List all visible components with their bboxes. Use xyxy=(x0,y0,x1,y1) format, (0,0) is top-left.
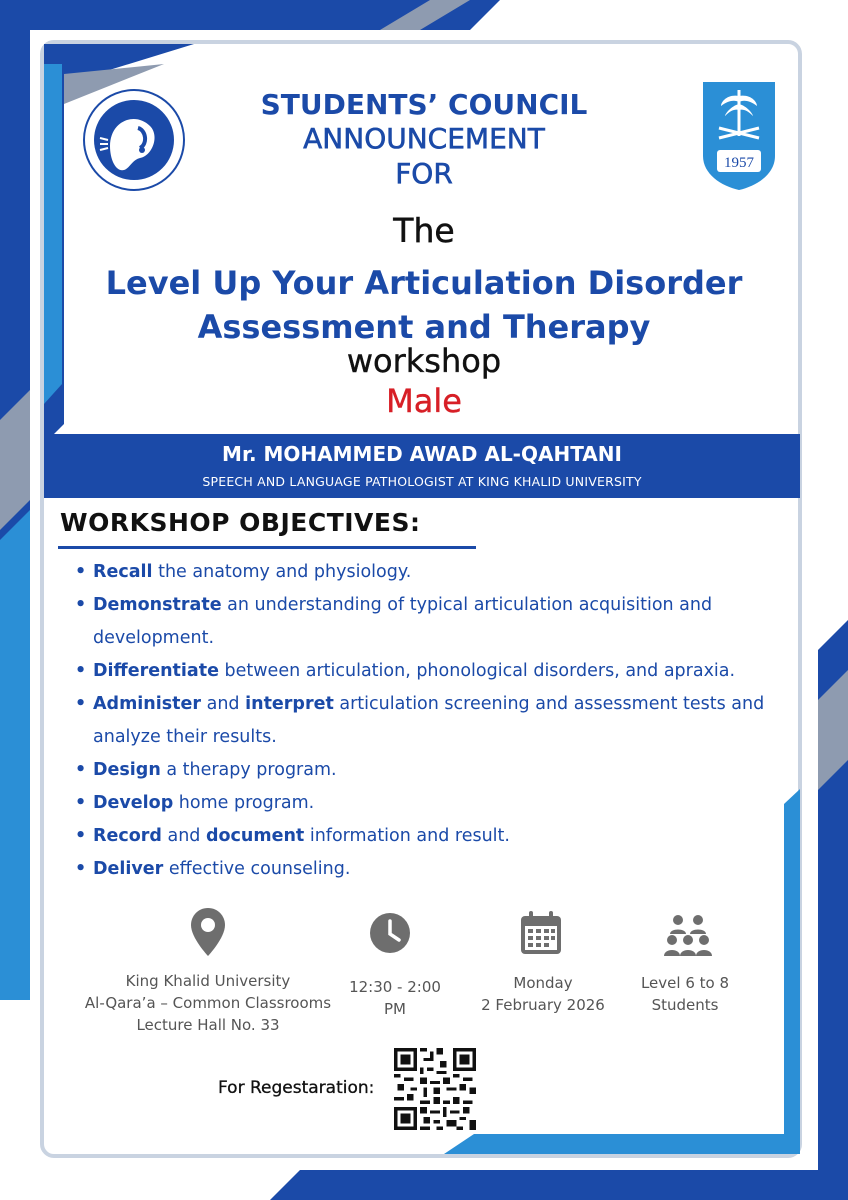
location-pin-icon xyxy=(188,906,228,958)
time-line-2: PM xyxy=(384,1000,406,1018)
speaker-role: SPEECH AND LANGUAGE PATHOLOGIST AT KING KHALID UNIVERSITY xyxy=(202,474,642,489)
location-line-3: Lecture Hall No. 33 xyxy=(136,1016,280,1034)
objective-item: • Demonstrate an understanding of typical articulation acquisition and development. xyxy=(75,589,795,655)
objective-item: • Develop home program. xyxy=(75,787,795,820)
group-icon xyxy=(664,914,712,958)
audience-line-2: Students xyxy=(651,996,719,1014)
audience-line-1: Level 6 to 8 xyxy=(640,974,730,992)
date-info xyxy=(468,972,618,1016)
workshop-title-line-2: Assessment and Therapy xyxy=(197,308,651,346)
location-line-2: Al-Qara’a – Common Classrooms xyxy=(84,994,332,1012)
location-info xyxy=(78,970,338,1036)
objectives-heading: WORKSHOP OBJECTIVES: xyxy=(60,508,421,537)
header-line-2: ANNOUNCEMENT xyxy=(303,122,545,155)
header-line-3: FOR xyxy=(395,157,453,190)
time-line-1: 12:30 - 2:00 xyxy=(349,978,441,996)
time-info xyxy=(335,976,455,1020)
objective-item: • Differentiate between articulation, phonological disorders, and apraxia. xyxy=(75,655,795,688)
objective-item: • Recall the anatomy and physiology. xyxy=(75,556,795,589)
workshop-label: workshop xyxy=(346,342,502,380)
the-label: The xyxy=(393,211,455,250)
registration-label: For Regestaration: xyxy=(218,1078,375,1098)
clock-icon xyxy=(369,912,411,954)
objectives-underline xyxy=(58,546,476,549)
objectives-list xyxy=(75,556,795,886)
location-line-1: King Khalid University xyxy=(125,972,291,990)
audience-gender: Male xyxy=(386,382,462,420)
speaker-name: Mr. MOHAMMED AWAD AL-QAHTANI xyxy=(222,442,622,466)
workshop-title-line-1: Level Up Your Articulation Disorder xyxy=(105,264,743,302)
objective-item: • Deliver effective counseling. xyxy=(75,853,795,886)
qr-code-icon[interactable] xyxy=(394,1048,476,1130)
date-line-1: Monday xyxy=(513,974,573,992)
objective-item: • Administer and interpret articulation screening and assessment tests and analyze their results. xyxy=(75,688,795,754)
calendar-icon xyxy=(519,910,563,956)
logo-year: 1957 xyxy=(724,155,754,171)
header-line-1: STUDENTS’ COUNCIL xyxy=(260,88,588,121)
objective-item: • Design a therapy program. xyxy=(75,754,795,787)
audience-info xyxy=(620,972,750,1016)
objective-item: • Record and document information and result. xyxy=(75,820,795,853)
date-line-2: 2 February 2026 xyxy=(481,996,605,1014)
